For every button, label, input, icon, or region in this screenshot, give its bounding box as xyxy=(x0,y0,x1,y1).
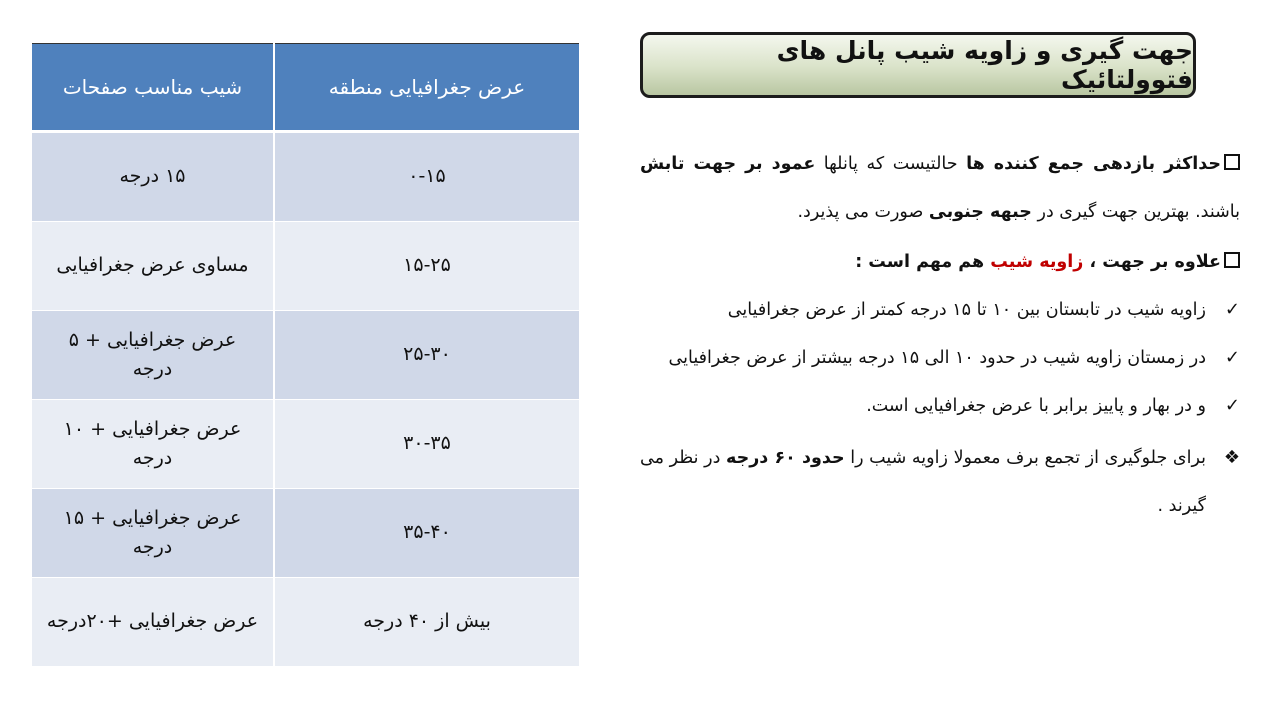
bold-text: عمود بر جهت تابش xyxy=(640,154,816,174)
title-box xyxy=(640,32,1196,98)
table-header-row xyxy=(31,44,580,132)
check-item-winter xyxy=(640,334,1240,382)
slide-title: جهت گیری و زاویه شیب پانل های فتوولتائیک xyxy=(776,36,1193,94)
paragraph-tilt-importance xyxy=(640,238,1240,286)
cell-slope: عرض جغرافیایی + ۵ درجه xyxy=(31,311,274,400)
header-latitude-zone: عرض جغرافیایی منطقه xyxy=(274,44,580,132)
cell-zone: ۲۵-۳۰ xyxy=(274,311,580,400)
table-row xyxy=(31,489,580,578)
cell-slope: عرض جغرافیایی + ۱۰ درجه xyxy=(31,400,274,489)
checkmark-icon: ✓ xyxy=(1224,347,1240,368)
check-item-spring-autumn xyxy=(640,382,1240,430)
text: در نظر می گیرند . xyxy=(640,448,1206,516)
item-text: در زمستان زاویه شیب در حدود ۱۰ الی ۱۵ درجه بیشتر از عرض جغرافیایی xyxy=(668,348,1206,368)
checkmark-icon: ✓ xyxy=(1224,395,1240,416)
cell-slope: ۱۵ درجه xyxy=(31,132,274,222)
square-bullet-icon xyxy=(1224,252,1240,268)
checkmark-icon: ✓ xyxy=(1224,299,1240,320)
cell-slope: مساوی عرض جغرافیایی xyxy=(31,222,274,311)
diamond-bullet-icon: ❖ xyxy=(1223,447,1240,468)
cell-slope: عرض جغرافیایی + ۱۵ درجه xyxy=(31,489,274,578)
header-panel-slope: شیب مناسب صفحات xyxy=(31,44,274,132)
diamond-item-snow xyxy=(640,434,1240,530)
table-row xyxy=(31,400,580,489)
bold-text: علاوه بر جهت ، xyxy=(1089,252,1221,272)
bold-text: حداکثر بازدهی جمع کننده ها xyxy=(966,154,1221,174)
tilt-angle-table xyxy=(30,43,581,667)
paragraph-max-efficiency xyxy=(640,140,1240,236)
text: باشند. بهترین جهت گیری در xyxy=(1031,202,1240,222)
table-row xyxy=(31,222,580,311)
cell-zone: بیش از ۴۰ درجه xyxy=(274,578,580,667)
table-row xyxy=(31,311,580,400)
cell-zone: ۰-۱۵ xyxy=(274,132,580,222)
cell-slope: عرض جغرافیایی +۲۰درجه xyxy=(31,578,274,667)
bold-text: جبهه جنوبی xyxy=(928,202,1032,222)
item-text: و در بهار و پاییز برابر با عرض جغرافیایی است. xyxy=(866,396,1206,416)
cell-zone: ۳۵-۴۰ xyxy=(274,489,580,578)
table-row xyxy=(31,578,580,667)
cell-zone: ۳۰-۳۵ xyxy=(274,400,580,489)
check-item-summer xyxy=(640,286,1240,334)
cell-zone: ۱۵-۲۵ xyxy=(274,222,580,311)
text: حالتیست که پانلها xyxy=(815,154,967,174)
text: برای جلوگیری از تجمع برف معمولا زاویه شیب را xyxy=(844,448,1206,468)
bold-text: حدود ۶۰ درجه xyxy=(726,448,845,468)
table-row xyxy=(31,132,580,222)
text: صورت می پذیرد. xyxy=(797,202,929,222)
square-bullet-icon xyxy=(1224,154,1240,170)
item-text: زاویه شیب در تابستان بین ۱۰ تا ۱۵ درجه کمتر از عرض جغرافیایی xyxy=(727,300,1206,320)
item-text xyxy=(640,434,1206,530)
highlight-text: زاویه شیب xyxy=(990,252,1090,272)
bold-text: هم مهم است : xyxy=(855,252,991,272)
content-text xyxy=(640,140,1240,530)
